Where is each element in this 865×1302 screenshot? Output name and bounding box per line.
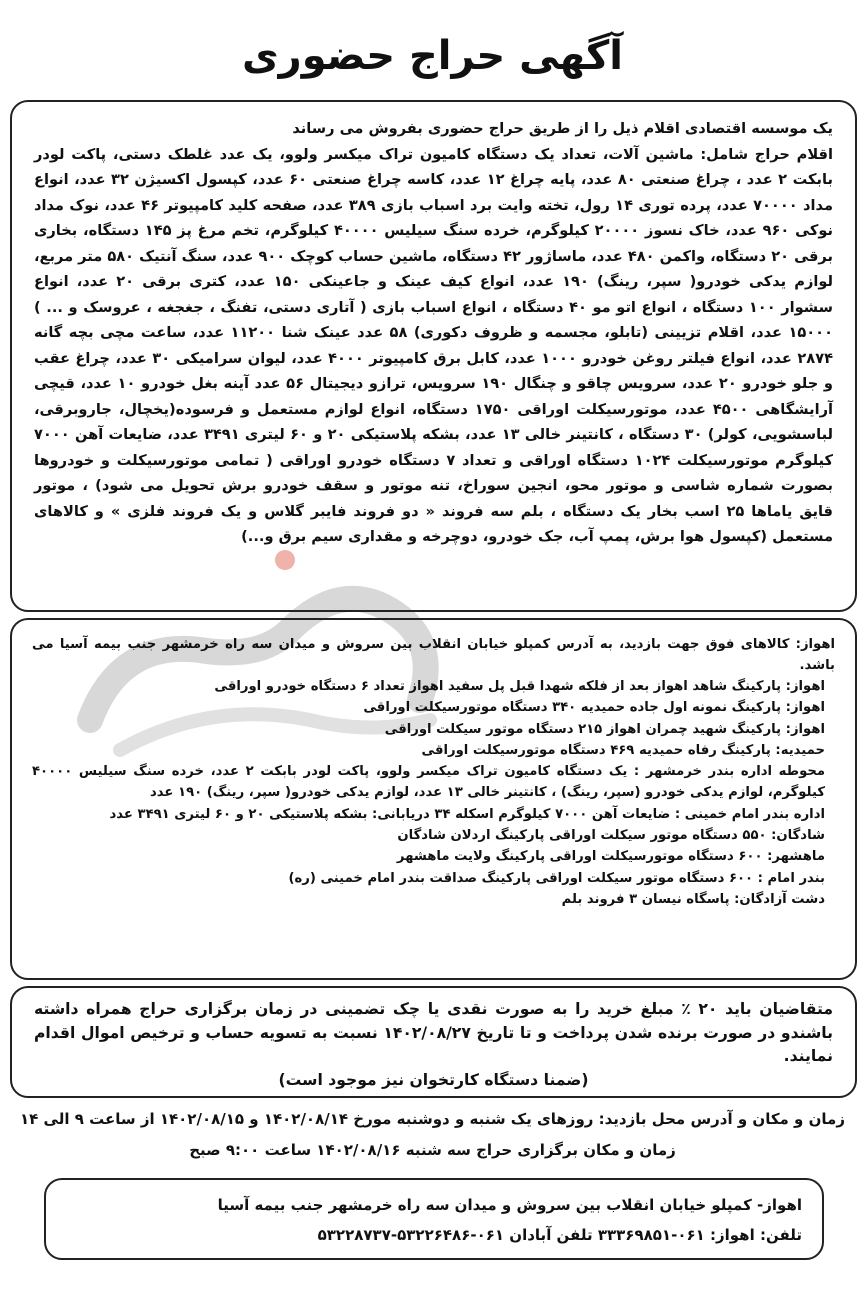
- location-line: اهواز: پارکینگ شهید چمران اهواز ۲۱۵ دستگاه موتور سیکلت اوراقی: [384, 721, 825, 737]
- deposit-box: [10, 986, 857, 1098]
- office-address: اهواز- کمپلو خیابان انقلاب بین سروش و میدان سه راه خرمشهر جنب بیمه آسیا: [217, 1196, 802, 1214]
- location-line: ماهشهر: ۶۰۰ دستگاه موتورسیکلت اوراقی پارکینگ ولایت ماهشهر: [396, 849, 825, 865]
- deposit-text: متقاضیان باید ۲۰ ٪ مبلغ خرید را به صورت نقدی یا چک تضمینی در زمان برگزاری حراج همراه داشته باشندو در صورت برنده شدن پرداخت و تا تاریخ ۱۴۰۲/۰۸/۲۷ نسبت به تسویه حساب و ترخیص اموال اقدام نمایند.: [34, 1000, 833, 1065]
- location-line: اداره بندر امام خمینی : ضایعات آهن ۷۰۰۰ کیلوگرم اسکله ۳۴ دریابانی: بشکه پلاستیکی ۲۰ و ۶۰ لیتری ۳۴۹۱ عدد: [109, 806, 825, 822]
- items-body: اقلام حراج شامل: ماشین آلات، تعداد یک دستگاه کامیون تراک میکسر ولوو، یک عدد غلطک دستی، پاکت لودر بابکت ۲ عدد ، چراغ صنعتی ۸۰ عدد، پایه چراغ ۱۲ عدد، کاسه چراغ صنعتی ۶۰ عدد، کپسول اکسیژن ۳۲ عدد، انواع مداد ۷۰۰۰۰ عدد، پرده توری ۱۴ رول، تخته وایت برد اسباب بازی ۳۸۹ عدد، صفحه کلید کامپیوتر ۴۶ عدد، نوک مداد نوکی ۹۶۰ عدد، خاک نسوز ۲۰۰۰۰ کیلوگرم، خرده سنگ سیلیس ۴۰۰۰۰ کیلوگرم، تخم مرغ پز ۱۴۵ دستگاه، بخاری برقی ۲۰ دستگاه، واکمن ۴۸۰ عدد، ماساژور ۴۲ دستگاه، ماشین حساب کوچک ۹۰۰ عدد، سنگ آنتیک ۵۸۰ متر مربع، لوازم یدکی خودرو( سپر، رینگ) ۱۹۰ عدد، انواع کیف عینک و جاعینکی ۱۵۰ عدد، کتری برقی ۲۰ عدد، انواع سشوار ۱۰۰ دستگاه ، انواع اتو مو ۴۰ دستگاه ، انواع اسباب بازی ( آتاری دستی، تفنگ ، جغجغه ، عروسک و ... ) ۱۵۰۰۰ عدد، اقلام تزیینی (تابلو، مجسمه و ظروف دکوری) ۵۸ عدد عینک شنا ۱۱۲۰۰ عدد، ساعت مچی بچه گانه ۲۸۷۴ عدد، انواع فیلتر روغن خودرو ۱۰۰۰ عدد، کابل برق کامپیوتر ۴۰۰۰ عدد، لیوان سرامیکی ۳۰ عدد، چراغ عقب و جلو خودرو ۲۰ عدد، سرویس چاقو و چنگال ۱۹۰ سرویس، ترازو دیجیتال ۵۶ عدد آینه بغل خودرو ۱۰ عدد، قیچی آرایشگاهی ۴۵۰۰ عدد، موتورسیکلت اوراقی ۱۷۵۰ دستگاه، انواع لوازم مستعمل و فرسوده(یخچال، جاروبرقی، لباسشویی، کولر) ۳۰ دستگاه ، کانتینر خالی ۱۳ عدد، بشکه پلاستیکی ۲۰ و ۶۰ لیتری ۳۴۹۱ عدد، ضایعات آهن ۷۰۰۰ کیلوگرم موتورسیکلت ۱۰۲۴ دستگاه اوراقی و تعداد ۷ دستگاه خودرو اوراقی ( تمامی موتورسیکلت و خودروها بصورت شماره شاسی و موتور محو، انجین سوراخ، تنه موتور و سقف خودرو برش تحویل می شود) ، موتور قایق یاماها ۲۵ اسب بخار یک دستگاه ، بلم سه فروند « دو فروند فایبر گلاس و یک فروند فلزی » و کالاهای مستعمل (کپسول هوا برش، پمپ آب، جک خودرو، دوچرخه و مقداری سیم برق و...): [34, 145, 834, 545]
- visit-locations-box: [10, 618, 857, 980]
- location-line: اهواز: پارکینگ نمونه اول جاده حمیدیه ۳۴۰ دستگاه موتورسیکلت اوراقی: [363, 700, 825, 716]
- card-reader-note: (ضمنا دستگاه کارتخوان نیز موجود است): [278, 1070, 589, 1089]
- schedule-section: [20, 1104, 845, 1166]
- page-title: آگهی حراج حضوری: [242, 33, 623, 79]
- location-line: بندر امام : ۶۰۰ دستگاه موتور سیکلت اوراقی پارکینگ صداقت بندر امام خمینی (ره): [288, 870, 825, 886]
- location-line: اهواز: پارکینگ شاهد اهواز بعد از فلکه شهدا قبل پل سفید اهواز تعداد ۶ دستگاه خودرو اوراقی: [214, 679, 825, 694]
- auction-schedule: زمان و مکان برگزاری حراج سه شنبه ۱۴۰۲/۰۸/۱۶ ساعت ۹:۰۰ صبح: [189, 1141, 676, 1159]
- phone-numbers: تلفن: اهواز: ۰۶۱-۳۳۳۶۹۸۵۱ تلفن آبادان ۰۶۱-۵۳۲۲۶۴۸۶-۵۳۲۲۸۷۳۷: [317, 1226, 802, 1244]
- visit-intro: اهواز: کالاهای فوق جهت بازدید، به آدرس کمپلو خیابان انقلاب بین سروش و میدان سه راه خرمشهر جنب بیمه آسیا می باشد.: [32, 637, 835, 673]
- location-line: محوطه اداره بندر خرمشهر : یک دستگاه کامیون تراک میکسر ولوو، پاکت لودر بابکت ۲ عدد، خرده سنگ سیلیس ۴۰۰۰۰ کیلوگرم، لوازم یدکی خودرو (سپر، رینگ) ، کانتینر خالی ۱۳ عدد، لوازم یدکی خودرو( سپر، رینگ) ۱۹۰ عدد: [32, 764, 826, 801]
- address-box: [44, 1178, 824, 1260]
- location-line: حمیدیه: پارکینگ رفاه حمیدیه ۴۶۹ دستگاه موتورسیکلت اوراقی: [421, 742, 825, 758]
- location-line: دشت آزادگان: پاسگاه نیسان ۳ فروند بلم: [561, 891, 825, 907]
- items-box: [10, 100, 857, 612]
- visit-schedule: زمان و مکان و آدرس محل بازدید: روزهای یک شنبه و دوشنبه مورخ ۱۴۰۲/۰۸/۱۴ و ۱۴۰۲/۰۸/۱۵ از ساعت ۹ الی ۱۴: [20, 1110, 845, 1128]
- location-line: شادگان: ۵۵۰ دستگاه موتور سیکلت اوراقی پارکینگ اردلان شادگان: [397, 828, 825, 844]
- items-intro: یک موسسه اقتصادی اقلام ذیل را از طریق حراج حضوری بفروش می رساند: [292, 120, 833, 137]
